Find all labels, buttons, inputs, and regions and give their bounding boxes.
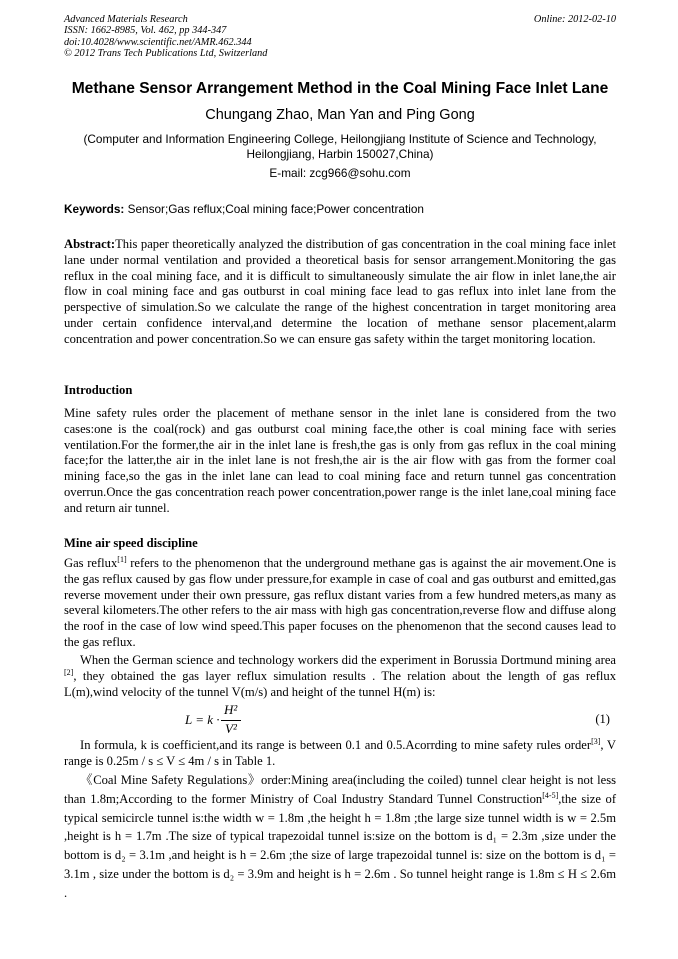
equation-1 (64, 702, 616, 738)
paper-title: Methane Sensor Arrangement Method in the Coal Mining Face Inlet Lane (71, 80, 609, 97)
introduction-paragraph: Mine safety rules order the placement of methane sensor in the inlet lane is considered from the two cases:one is the coal(rock) and gas outburst coal mining face,the other is coal mining face with series ventilation.For the former,the air in the inlet lane is fresh,the gas is only from gas reflux in the coal mining face;for the latter,the air in the inlet lane is not fresh,the air is the air flow with gas from the former coal mining face,so the gas in the inlet lane can lead to coal mining face and return tunnel gas concentration overrun.Once the gas concentration reach power concentration,power range is the inlet lane,coal mining face and return air tunnel. (64, 406, 616, 515)
contact-email[interactable]: E-mail: zcg966@sohu.com (269, 166, 411, 180)
equation-number: (1) (595, 712, 610, 726)
citation-2[interactable]: [2] (64, 667, 74, 677)
p3-text-b: , V range is 0.25m / s ≤ V ≤ 4m / s in Table 1. (64, 738, 616, 768)
paragraph-german-experiment (64, 653, 616, 700)
abstract (64, 237, 616, 348)
keywords-text: Sensor;Gas reflux;Coal mining face;Power concentration (124, 202, 424, 216)
abstract-label: Abstract: (64, 237, 116, 251)
p1-text-b: refers to the phenomenon that the underground methane gas is against the air movement.One is the gas reflux caused by gas flow under pressure,for example in case of coal and gas outburst and emitted,gas reverse movement under their own pressure, gas reflux distant varies from a few hundred meters,as many as several kilometers.The other refers to the air mass with high gas concentration,reverse flow and diffuse along the roof in the case of low wind speed.This paper focuses on the phenomenon that the second causes lead to the gas reflux. (64, 556, 616, 649)
citation-4-5[interactable]: [4-5] (542, 790, 559, 800)
p2-text-b: , they obtained the gas layer reflux simulation results . The relation about the length of gas reflux L(m),wind velocity of the tunnel V(m/s) and height of the tunnel H(m) is: (64, 668, 616, 699)
issn-line: ISSN: 1662-8985, Vol. 462, pp 344-347 (64, 25, 227, 37)
p4-text-b: ,the size of typical semicircle tunnel is:the width w = 1.8m ,the height h = 1.8m ;the large size tunnel width is w = 2.5m ,height is h = 1.7m .The size of typical trapezoidal tunnel is:size on the bottom is d₁ = 2.3m ,size under the bottom is d₂ = 3.1m ,and height is h = 2.6m ;the size of large trapezoidal tunnel is: size on the bottom is d₁ = 3.1m , size under the bottom is d₂ = 3.9m and height is h = 2.6m . So tunnel height range is 1.8m ≤ H ≤ 2.6m . (64, 791, 617, 900)
equation-numerator: H² (224, 702, 238, 717)
keywords-label: Keywords: (64, 202, 125, 216)
section-heading-air-speed: Mine air speed discipline (64, 536, 198, 550)
p2-text-a: When the German science and technology workers did the experiment in Borussia Dortmund mining area (80, 653, 616, 667)
abstract-text: This paper theoretically analyzed the distribution of gas concentration in the coal mining face inlet lane under normal ventilation and provided a theoretical basis for sensor arrangement.Monitoring the gas reflux in the coal mining face, and it is difficult to simultaneously simulate the air flow in inlet lane,the air flow in coal mining face and gas outburst in coal mining face lead to gas reflux into inlet lane from the perspective of simulation.So we calculate the range of the highest concentration in target monitoring area under certain confidence interval,and determine the location of methane sensor placement,alarm concentration and power concentration.So we can ensure gas safety within the target monitoring location. (64, 237, 616, 346)
introduction-heading: Introduction (64, 383, 133, 397)
journal-header (64, 14, 616, 60)
equation-lhs: L = k · (185, 712, 220, 727)
affiliation: (Computer and Information Engineering College, Heilongjiang Institute of Science and Technology, Heilongjiang, Harbin 150027,China) (83, 132, 597, 161)
p3-text-a: In formula, k is coefficient,and its range is between 0.1 and 0.5.Acorrding to mine safety rules order (80, 738, 592, 752)
paragraph-safety-regulations (64, 771, 616, 903)
p1-text-a: Gas reflux (64, 556, 118, 570)
equation-denominator: V² (225, 721, 237, 736)
paragraph-coefficient (64, 738, 616, 770)
citation-1[interactable]: [1] (117, 555, 127, 564)
p4-text-a: 《Coal Mine Safety Regulations》order:Mining area(including the coiled) tunnel clear height is not less than 1.8m;According to the former Ministry of Coal Industry Standard Tunnel Construction (64, 773, 616, 806)
author-list: Chungang Zhao, Man Yan and Ping Gong (205, 107, 475, 123)
paragraph-gas-reflux (64, 556, 616, 651)
journal-name: Advanced Materials Research (64, 14, 188, 25)
doi-line: doi:10.4028/www.scientific.net/AMR.462.344 (64, 36, 252, 48)
copyright-line: © 2012 Trans Tech Publications Ltd, Switzerland (64, 48, 268, 60)
citation-3[interactable]: [3] (591, 737, 601, 746)
keywords (64, 202, 616, 216)
online-date: Online: 2012-02-10 (533, 14, 616, 25)
